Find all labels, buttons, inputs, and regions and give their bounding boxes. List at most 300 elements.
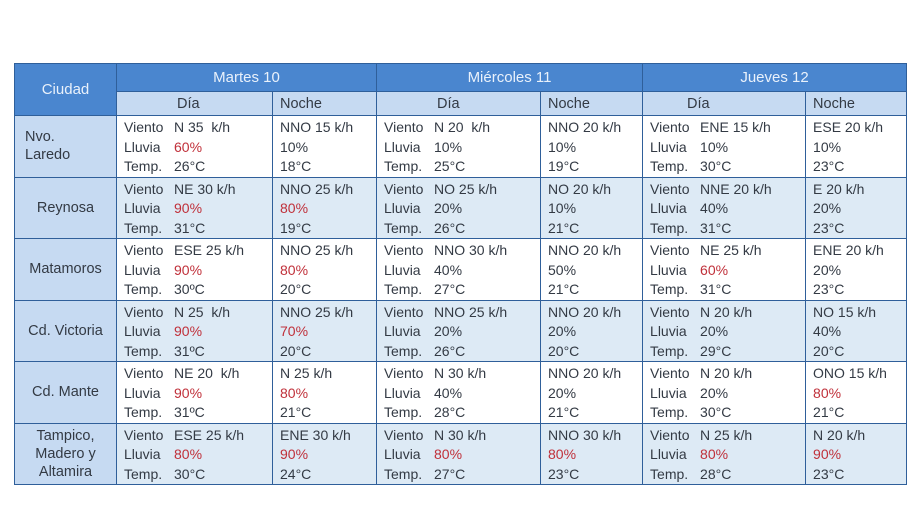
temp-value: 21°C [548,404,580,420]
temp-value: 20°C [813,342,845,359]
rain-line [650,322,805,342]
day-forecast-cell [117,423,273,485]
wind-line [280,118,376,138]
temp-value: 26°C [434,342,466,359]
wind-value: ONO 15 k/h [813,365,887,381]
wind-line [548,364,642,384]
rain-line [384,199,540,219]
temp-value: 21°C [548,281,580,297]
temp-line [124,280,272,300]
rain-label: Lluvia [384,138,421,155]
table-row [15,423,907,485]
wind-line [813,303,906,323]
temp-value: 24°C [280,465,312,482]
rain-label: Lluvia [384,384,421,401]
rain-label: Lluvia [384,446,421,462]
wind-label: Viento [124,303,164,320]
temp-value: 27°C [434,281,466,297]
rain-line [650,138,805,158]
wind-label: Viento [384,426,424,443]
wind-value: NO 25 k/h [434,180,498,197]
rain-label: Lluvia [650,138,687,155]
day-forecast-cell [643,423,806,485]
day-forecast-cell [377,300,541,362]
wind-value: ENE 20 k/h [813,242,884,258]
night-forecast-cell [806,239,907,301]
wind-line [650,241,805,261]
temp-value: 31°C [174,219,206,236]
rain-line [548,322,642,342]
rain-value: 90% [813,446,842,462]
temp-value: 23°C [813,219,845,236]
rain-line [280,322,376,342]
temp-line [548,342,642,362]
temp-line [548,219,642,239]
wind-value: N 20 k/h [700,365,753,381]
rain-line [280,384,376,404]
temp-line [280,219,376,239]
wind-label: Viento [124,242,164,258]
rain-line [813,384,906,404]
temp-value: 26°C [174,158,206,174]
night-forecast-cell [806,423,907,485]
wind-value: NNO 25 k/h [280,180,354,197]
temp-line [124,342,272,362]
rain-line [813,199,906,219]
wind-line [813,241,906,261]
day-forecast-cell [643,300,806,362]
temp-line [813,465,906,485]
wind-line [548,180,642,200]
wind-line [124,118,272,138]
rain-line [280,138,376,158]
rain-label: Lluvia [124,138,161,155]
rain-label: Lluvia [650,200,687,216]
temp-value: 31°C [700,219,732,236]
wind-value: ESE 20 k/h [813,119,884,135]
wind-line [813,426,906,446]
subheader-noche: Noche [541,92,643,116]
rain-value: 20% [813,200,842,216]
wind-label: Viento [650,119,690,135]
wind-label: Viento [124,180,164,197]
day-forecast-cell [643,116,806,178]
night-forecast-cell [541,300,643,362]
night-forecast-cell [273,300,377,362]
rain-line [280,445,376,465]
wind-line [384,180,540,200]
day-forecast-cell [377,239,541,301]
rain-line [384,138,540,158]
wind-line [280,364,376,384]
rain-value: 80% [280,261,309,278]
temp-line [650,342,805,362]
wind-line [124,426,272,446]
wind-value: N 20 k/h [700,303,753,320]
day-forecast-cell [643,239,806,301]
rain-value: 10% [700,138,729,155]
wind-label: Viento [124,365,164,381]
rain-line [813,261,906,281]
rain-value: 10% [548,138,577,155]
day-forecast-cell [117,239,273,301]
wind-label: Viento [384,365,424,381]
wind-line [548,426,642,446]
wind-label: Viento [384,303,424,320]
wind-line [548,118,642,138]
day-forecast-cell [117,177,273,239]
wind-value: NNO 25 k/h [280,242,354,258]
rain-label: Lluvia [124,200,161,216]
wind-label: Viento [124,426,164,443]
wind-line [548,241,642,261]
rain-line [813,138,906,158]
subheader-dia: Día [117,92,273,116]
temp-label: Temp. [384,342,423,359]
rain-value: 40% [700,200,729,216]
rain-line [280,199,376,219]
rain-line [548,261,642,281]
wind-line [124,303,272,323]
temp-value: 28°C [434,404,466,420]
temp-line [813,219,906,239]
wind-value: NNO 15 k/h [280,119,354,135]
rain-value: 90% [174,200,203,216]
temp-line [548,465,642,485]
temp-line [384,342,540,362]
wind-value: NE 30 k/h [174,180,236,197]
wind-line [650,364,805,384]
table-row [15,239,907,301]
rain-value: 80% [434,446,463,462]
wind-label: Viento [650,426,690,443]
rain-value: 20% [700,384,729,401]
day-forecast-cell [377,116,541,178]
temp-label: Temp. [384,219,423,236]
temp-line [124,465,272,485]
temp-value: 29°C [700,342,732,359]
day-forecast-cell [643,177,806,239]
rain-line [124,384,272,404]
rain-label: Lluvia [124,446,161,462]
day-header-jueves: Jueves 12 [643,64,907,92]
wind-value: N 30 k/h [434,365,487,381]
temp-label: Temp. [650,465,689,482]
rain-label: Lluvia [384,261,421,278]
temp-line [384,157,540,177]
night-forecast-cell [806,300,907,362]
subheader-noche: Noche [273,92,377,116]
rain-label: Lluvia [124,323,161,339]
temp-value: 31ºC [174,404,205,420]
wind-value: N 25 k/h [174,303,231,320]
temp-value: 27°C [434,465,466,482]
temp-label: Temp. [384,465,423,482]
temp-line [384,403,540,423]
night-forecast-cell [273,239,377,301]
temp-line [384,280,540,300]
city-name: Tampico, Madero y Altamira [15,423,117,485]
temp-value: 28°C [700,465,732,482]
day-forecast-cell [117,116,273,178]
rain-line [548,138,642,158]
temp-line [813,342,906,362]
rain-line [813,445,906,465]
night-forecast-cell [541,362,643,424]
wind-value: N 35 k/h [174,119,231,135]
temp-line [124,219,272,239]
wind-value: NNO 25 k/h [434,303,508,320]
wind-value: ENE 30 k/h [280,426,351,443]
wind-value: N 25 k/h [280,365,333,381]
night-forecast-cell [273,423,377,485]
wind-value: NNO 20 k/h [548,119,622,135]
day-forecast-cell [377,177,541,239]
temp-line [650,280,805,300]
rain-value: 50% [548,261,577,278]
temp-line [384,219,540,239]
subheader-noche: Noche [806,92,907,116]
temp-value: 25°C [434,158,466,174]
wind-label: Viento [650,242,690,258]
rain-value: 40% [813,323,842,339]
rain-line [650,445,805,465]
night-forecast-cell [806,116,907,178]
temp-label: Temp. [124,404,163,420]
night-forecast-cell [541,239,643,301]
rain-line [280,261,376,281]
temp-value: 23°C [813,281,845,297]
wind-value: ESE 25 k/h [174,426,245,443]
wind-label: Viento [650,303,690,320]
rain-value: 80% [174,446,203,462]
temp-value: 20°C [280,342,312,359]
rain-line [124,199,272,219]
night-forecast-cell [541,177,643,239]
rain-line [124,445,272,465]
table-row [15,300,907,362]
wind-line [124,180,272,200]
rain-value: 20% [434,323,463,339]
temp-value: 19°C [548,158,580,174]
rain-line [548,384,642,404]
night-forecast-cell [806,362,907,424]
wind-line [650,303,805,323]
rain-value: 10% [813,138,842,155]
wind-value: NNO 20 k/h [548,365,622,381]
temp-value: 19°C [280,219,312,236]
wind-label: Viento [384,119,424,135]
temp-value: 30°C [700,158,732,174]
subheader-dia: Día [643,92,806,116]
day-forecast-cell [117,300,273,362]
temp-value: 20°C [280,281,312,297]
rain-value: 40% [434,384,463,401]
wind-line [384,426,540,446]
table-row [15,362,907,424]
wind-line [813,364,906,384]
temp-value: 26°C [434,219,466,236]
temp-line [548,157,642,177]
day-header-martes: Martes 10 [117,64,377,92]
city-name: Cd. Victoria [15,300,117,362]
temp-value: 30ºC [174,281,205,297]
rain-label: Lluvia [124,384,161,401]
day-forecast-cell [117,362,273,424]
city-name: Matamoros [15,239,117,301]
rain-label: Lluvia [650,323,687,339]
wind-value: NNO 20 k/h [548,242,622,258]
temp-value: 23°C [813,158,845,174]
wind-label: Viento [384,242,424,258]
rain-value: 10% [548,200,577,216]
temp-value: 20°C [548,342,580,359]
rain-value: 60% [174,138,203,155]
rain-label: Lluvia [650,384,687,401]
night-forecast-cell [806,177,907,239]
wind-value: E 20 k/h [813,180,865,197]
wind-line [124,241,272,261]
wind-value: NE 20 k/h [174,365,240,381]
day-forecast-cell [643,362,806,424]
rain-label: Lluvia [650,261,687,278]
temp-value: 31°C [700,281,732,297]
temp-label: Temp. [124,342,163,359]
rain-value: 60% [700,261,729,278]
temp-label: Temp. [124,281,163,297]
wind-value: ENE 15 k/h [700,119,771,135]
temp-line [650,403,805,423]
rain-value: 20% [548,384,577,401]
temp-label: Temp. [384,404,423,420]
wind-line [280,303,376,323]
temp-line [813,403,906,423]
temp-label: Temp. [124,219,163,236]
wind-label: Viento [124,119,164,135]
wind-line [650,118,805,138]
night-forecast-cell [273,116,377,178]
night-forecast-cell [541,423,643,485]
rain-line [384,445,540,465]
rain-value: 80% [700,446,729,462]
rain-label: Lluvia [384,200,421,216]
wind-label: Viento [650,180,690,197]
temp-line [813,280,906,300]
wind-line [384,118,540,138]
temp-label: Temp. [650,342,689,359]
subheader-dia: Día [377,92,541,116]
wind-value: NNO 25 k/h [280,303,354,320]
rain-value: 20% [700,323,729,339]
rain-line [548,199,642,219]
wind-value: NO 15 k/h [813,303,877,320]
rain-line [384,384,540,404]
wind-line [124,364,272,384]
rain-line [650,199,805,219]
rain-label: Lluvia [384,323,421,339]
temp-line [548,280,642,300]
wind-line [650,426,805,446]
day-forecast-cell [377,423,541,485]
temp-line [124,157,272,177]
temp-label: Temp. [650,281,689,297]
temp-line [280,280,376,300]
table-row [15,177,907,239]
wind-value: NNO 30 k/h [548,426,622,443]
rain-line [124,322,272,342]
wind-value: NNE 20 k/h [700,180,772,197]
rain-line [650,261,805,281]
temp-label: Temp. [124,465,163,482]
temp-line [280,403,376,423]
night-forecast-cell [273,362,377,424]
day-header-miercoles: Miércoles 11 [377,64,643,92]
wind-line [280,241,376,261]
rain-value: 20% [548,323,577,339]
temp-label: Temp. [650,158,689,174]
temp-line [650,157,805,177]
temp-value: 18°C [280,158,312,174]
rain-value: 20% [813,261,842,278]
city-name: Cd. Mante [15,362,117,424]
temp-value: 23°C [548,465,580,482]
rain-value: 80% [280,384,309,401]
temp-line [280,157,376,177]
rain-value: 10% [434,138,463,155]
wind-line [384,303,540,323]
rain-value: 10% [280,138,309,155]
temp-value: 30°C [174,465,206,482]
rain-value: 70% [280,323,309,339]
temp-line [548,403,642,423]
wind-line [548,303,642,323]
wind-value: N 25 k/h [700,426,753,443]
wind-value: ESE 25 k/h [174,242,245,258]
wind-value: NE 25 k/h [700,242,762,258]
wind-value: N 20 k/h [434,119,491,135]
rain-value: 40% [434,261,463,278]
day-forecast-cell [377,362,541,424]
rain-value: 90% [280,446,309,462]
temp-value: 21°C [548,219,580,236]
rain-line [548,445,642,465]
temp-label: Temp. [384,281,423,297]
temp-value: 30°C [700,404,732,420]
wind-line [384,364,540,384]
temp-label: Temp. [124,158,163,174]
city-name: Reynosa [15,177,117,239]
wind-value: NO 20 k/h [548,180,612,197]
temp-line [384,465,540,485]
wind-value: N 30 k/h [434,426,487,443]
temp-line [124,403,272,423]
wind-line [813,180,906,200]
temp-line [650,219,805,239]
temp-value: 23°C [813,465,845,482]
temp-label: Temp. [384,158,423,174]
wind-line [384,241,540,261]
wind-label: Viento [384,180,424,197]
wind-value: NNO 20 k/h [548,303,622,320]
temp-value: 21°C [280,404,312,420]
temp-label: Temp. [650,219,689,236]
table-row [15,116,907,178]
rain-line [650,384,805,404]
rain-value: 90% [174,323,203,339]
rain-line [124,138,272,158]
night-forecast-cell [273,177,377,239]
rain-value: 80% [280,200,309,216]
